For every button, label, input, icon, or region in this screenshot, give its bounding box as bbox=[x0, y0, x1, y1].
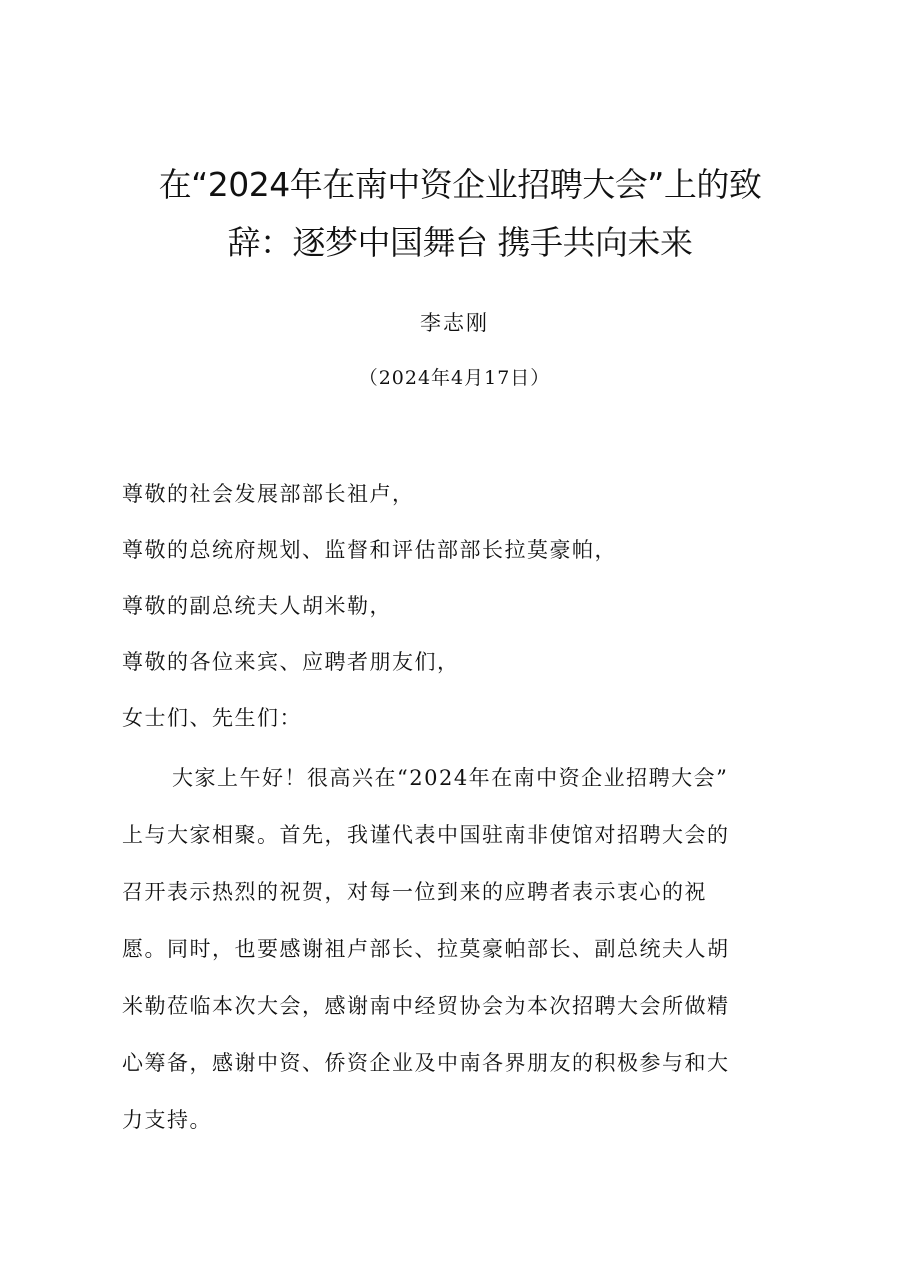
paragraph-line: 上与大家相聚。首先，我谨代表中国驻南非使馆对招聘大会的 bbox=[122, 823, 730, 847]
salutation-line: 女士们、先生们： bbox=[122, 706, 302, 730]
salutation-line: 尊敬的副总统夫人胡米勒， bbox=[122, 594, 392, 618]
speech-date: （2024年4月17日） bbox=[358, 367, 551, 389]
opening-paragraph bbox=[122, 750, 798, 1149]
salutation-line: 尊敬的各位来宾、应聘者朋友们， bbox=[122, 650, 460, 674]
salutation-line: 尊敬的总统府规划、监督和评估部部长拉莫豪帕， bbox=[122, 538, 617, 562]
title-line: 在“2024年在南中资企业招聘大会”上的致 bbox=[158, 165, 762, 204]
paragraph-line: 米勒莅临本次大会，感谢南中经贸协会为本次招聘大会所做精 bbox=[122, 994, 730, 1018]
document-title bbox=[120, 156, 800, 272]
salutation-list bbox=[122, 474, 802, 754]
paragraph-line: 愿。同时，也要感谢祖卢部长、拉莫豪帕部长、副总统夫人胡 bbox=[122, 937, 730, 961]
title-line: 辞：逐梦中国舞台 携手共向未来 bbox=[227, 223, 693, 262]
author-name: 李志刚 bbox=[420, 311, 489, 335]
paragraph-line: 心筹备，感谢中资、侨资企业及中南各界朋友的积极参与和大 bbox=[122, 1051, 730, 1075]
salutation-line: 尊敬的社会发展部部长祖卢， bbox=[122, 482, 415, 506]
paragraph-line: 大家上午好！很高兴在“2024年在南中资企业招聘大会” bbox=[172, 766, 729, 790]
paragraph-line: 召开表示热烈的祝贺，对每一位到来的应聘者表示衷心的祝 bbox=[122, 880, 707, 904]
paragraph-line: 力支持。 bbox=[122, 1108, 212, 1132]
